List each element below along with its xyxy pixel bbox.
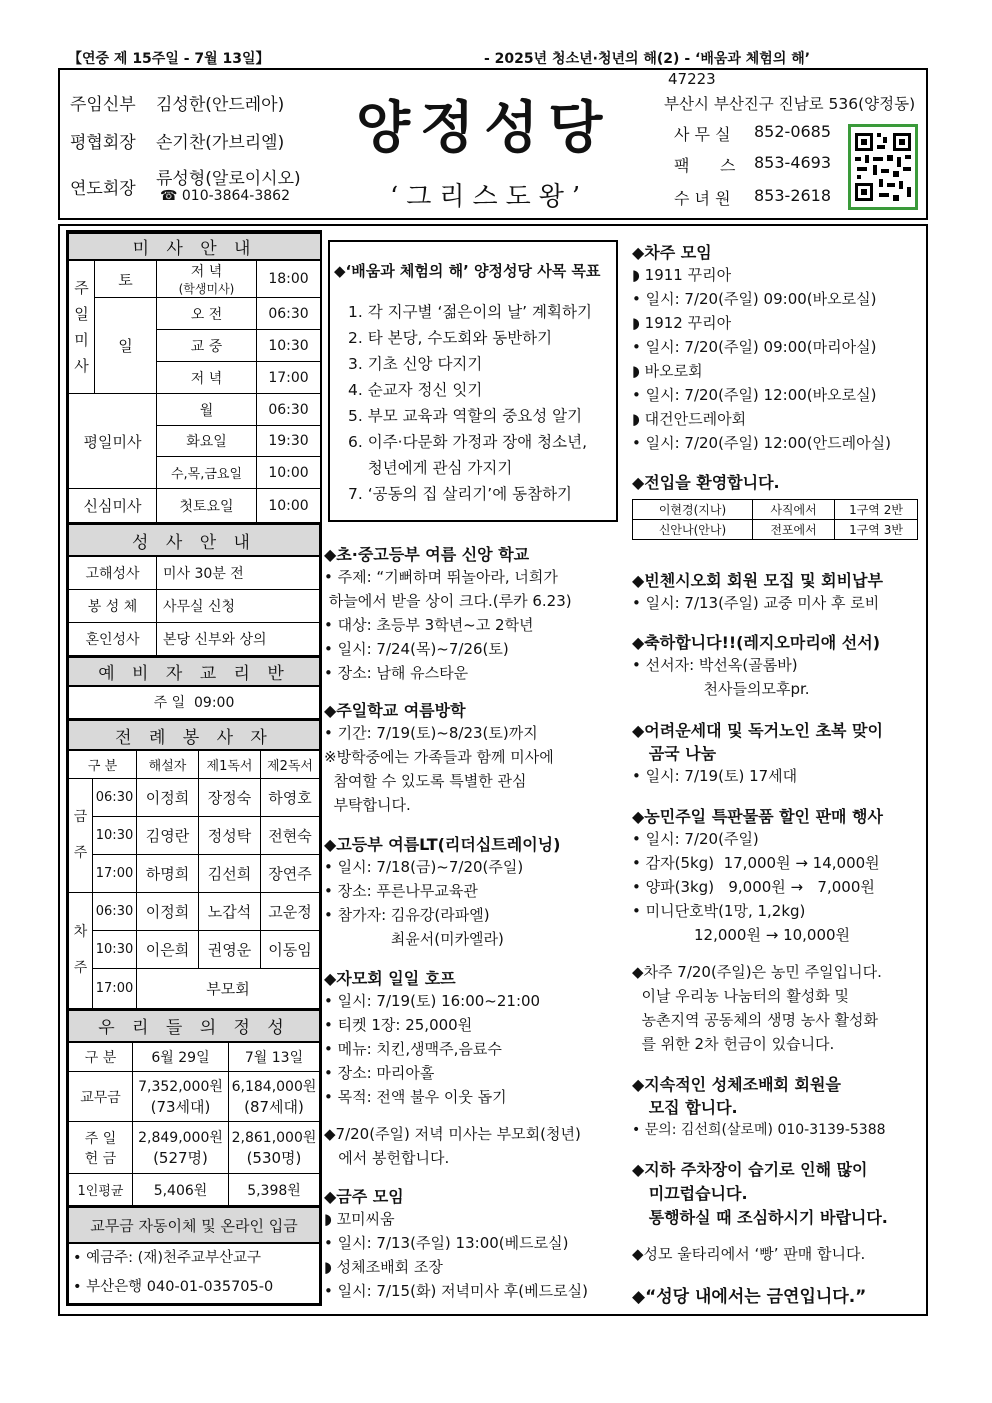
goal-item: 청년에게 관심 가지기 (348, 459, 513, 477)
server-name: 이정희 (137, 778, 199, 816)
next-meet-line: ◗ 바오로회 (632, 362, 703, 380)
offering-value: 2,861,000원 (530명) (229, 1122, 320, 1174)
parking-section (632, 1158, 888, 1230)
devotion-day: 첫토요일 (157, 489, 257, 523)
server-name: 정성탁 (199, 816, 261, 854)
welcome-cell: 이현경(지나) (633, 500, 753, 520)
welcome-cell: 사직에서 (753, 500, 835, 520)
offering-col: 7월 13일 (229, 1042, 320, 1072)
weekday-row-label: 수,목,금요일 (157, 457, 257, 489)
sacrament-value: 본당 신부와 상의 (157, 622, 320, 655)
weekday-row-label: 화요일 (157, 426, 257, 457)
goals-title: ◆‘배움과 체험의 해’ 양정성당 사목 목표 (334, 262, 601, 280)
next-meet-line: • 일시: 7/20(주일) 12:00(안드레아실) (632, 434, 891, 452)
goal-item: 2. 타 본당, 수도회와 동반하기 (348, 329, 553, 347)
pub-line: • 장소: 마리아홀 (324, 1064, 435, 1082)
farm-line: • 양파(3kg) 9,000원 → 7,000원 (632, 878, 875, 896)
bank-account: • 부산은행 040-01-035705-0 (73, 1279, 274, 1296)
adoration-title: ◆지속적인 성체조배회 회원을 (632, 1075, 841, 1094)
fax-phone: 853-4693 (754, 153, 832, 172)
avg-label: 1인평균 (69, 1174, 133, 1206)
server-name: 김선희 (199, 854, 261, 892)
mass-schedule-table (68, 232, 321, 523)
parking-line: ◆지하 주차장이 습기로 인해 많이 (632, 1160, 868, 1179)
pub-title: ◆자모회 일일 호프 (324, 969, 456, 988)
goal-item: 3. 기초 신앙 다지기 (348, 355, 483, 373)
server-name: 이은희 (137, 930, 199, 968)
parents-mass-section (324, 1122, 581, 1170)
bank-table (68, 1206, 320, 1304)
poor-title: ◆어려운세대 및 독거노인 초복 맞이 (632, 721, 883, 740)
weekday-row-time: 06:30 (257, 394, 321, 426)
adoration-title: 모집 합니다. (632, 1098, 738, 1117)
next-week-label: 차 주 (69, 892, 93, 1008)
elder-phone: ☎ 010-3864-3862 (160, 188, 290, 204)
congrats-line: • 선서자: 박선옥(골롬바) (632, 656, 798, 674)
poor-section (632, 718, 883, 788)
server-name: 하명희 (137, 854, 199, 892)
sacrament-table (68, 523, 320, 656)
vacation-section (324, 698, 554, 817)
server-time: 17:00 (93, 968, 137, 1008)
next-meet-title: ◆차주 모임 (632, 243, 712, 262)
catechumen-time: 주 일 09:00 (69, 686, 320, 719)
saturday-time: 18:00 (257, 260, 321, 298)
server-time: 06:30 (93, 892, 137, 930)
vincent-title: ◆빈첸시오회 회원 모집 및 회비납부 (632, 571, 883, 590)
offering-label: 교무금 (69, 1072, 133, 1122)
parking-line: 통행하실 때 조심하시기 바랍니다. (632, 1208, 888, 1227)
server-name: 장연주 (261, 854, 320, 892)
offering-value: 7,352,000원 (73세대) (133, 1072, 229, 1122)
lt-title: ◆고등부 여름LT(리더십트레이닝) (324, 835, 561, 854)
welcome-table (632, 499, 918, 540)
offering-col: 구 분 (69, 1042, 133, 1072)
server-name: 전현숙 (261, 816, 320, 854)
sunday-row-label: 저 녁 (157, 362, 257, 394)
server-time: 10:30 (93, 816, 137, 854)
sacrament-heading: 성 사 안 내 (69, 524, 320, 556)
mass-heading: 미 사 안 내 (69, 233, 321, 260)
lt-section (324, 832, 560, 951)
sunday-row-time: 17:00 (257, 362, 321, 394)
lt-line: 최윤서(미카엘라) (324, 930, 504, 948)
server-time: 06:30 (93, 778, 137, 816)
congrats-line: 천사들의모후pr. (632, 680, 810, 698)
poor-title: 곰국 나눔 (632, 744, 717, 763)
catechumen-heading: 예 비 자 교 리 반 (69, 657, 320, 686)
poor-line: • 일시: 7/19(토) 17세대 (632, 767, 798, 785)
vacation-line: ※방학중에는 가족들과 함께 미사에 (324, 748, 554, 766)
parents-mass-line: 에서 봉헌합니다. (324, 1149, 450, 1167)
server-name: 노갑석 (199, 892, 261, 930)
pub-line: • 일시: 7/19(토) 16:00~21:00 (324, 992, 541, 1010)
sacrament-label: 봉 성 체 (69, 589, 157, 622)
server-name: 김영란 (137, 816, 199, 854)
next-week-meetings (632, 240, 891, 455)
sunday-mass-label: 주 일 미 사 (69, 260, 95, 394)
vincent-line: • 일시: 7/13(주일) 교중 미사 후 로비 (632, 594, 880, 612)
sacrament-value: 미사 30분 전 (157, 556, 320, 589)
devotion-time: 10:00 (257, 489, 321, 523)
devotion-mass-label: 신심미사 (69, 489, 157, 523)
pastor-label: 주임신부 (70, 95, 136, 115)
server-time: 10:30 (93, 930, 137, 968)
server-name: 고운정 (261, 892, 320, 930)
servers-heading: 전 례 봉 사 자 (69, 720, 320, 750)
lt-line: • 참가자: 김유강(라파엘) (324, 906, 490, 924)
pub-line: • 목적: 전액 불우 이웃 돕기 (324, 1088, 507, 1106)
pastor-name: 김성한(안드레아) (156, 95, 285, 115)
server-name: 이동임 (261, 930, 320, 968)
adoration-line: • 문의: 김선희(살로메) 010-3139-5388 (632, 1122, 886, 1138)
goal-item: 5. 부모 교육과 역할의 중요성 알기 (348, 407, 583, 425)
this-week-label: 금 주 (69, 778, 93, 892)
lt-line: • 장소: 푸른나무교육관 (324, 882, 478, 900)
offering-col: 6월 29일 (133, 1042, 229, 1072)
bank-heading: 교무금 자동이체 및 온라인 입금 (69, 1207, 320, 1243)
parents-mass-line: ◆7/20(주일) 저녁 미사는 부모회(청년) (324, 1125, 581, 1143)
weekday-row-label: 월 (157, 394, 257, 426)
vacation-line: 참여할 수 있도록 특별한 관심 (324, 772, 527, 790)
issue-date: 【연중 제 15주일 - 7월 13일】 (68, 51, 270, 67)
farm-title: ◆농민주일 특판물품 할인 판매 행사 (632, 807, 883, 826)
next-meet-line: ◗ 1912 꾸리아 (632, 314, 732, 332)
server-time: 17:00 (93, 854, 137, 892)
next-meet-line: ◗ 1911 꾸리아 (632, 266, 732, 284)
next-meet-line: • 일시: 7/20(주일) 12:00(바오로실) (632, 386, 877, 404)
adoration-section (632, 1072, 886, 1142)
elder-name: 류성형(알로이시오) (156, 169, 301, 189)
convent-label: 수 녀 원 (674, 189, 731, 208)
farm-sunday-section (632, 960, 882, 1056)
weekday-row-time: 10:00 (257, 457, 321, 489)
server-name: 이정희 (137, 892, 199, 930)
qr-code-icon[interactable] (848, 124, 918, 210)
summer-school-line: • 장소: 남해 유스타운 (324, 664, 469, 682)
elder-label: 연도회장 (70, 179, 136, 199)
sunday-row-label: 교 중 (157, 330, 257, 362)
summer-school-line: • 일시: 7/24(목)~7/26(토) (324, 640, 509, 658)
bread-notice: ◆성모 울타리에서 ‘빵’ 판매 합니다. (632, 1245, 866, 1263)
offering-value: 6,184,000원 (87세대) (229, 1072, 320, 1122)
welcome-section (632, 470, 918, 540)
weekday-mass-label: 평일미사 (69, 394, 157, 489)
sunday-row-time: 10:30 (257, 330, 321, 362)
goal-item: 7. ‘공동의 집 살리기’에 동참하기 (348, 485, 573, 503)
farm-line: • 일시: 7/20(주일) (632, 830, 759, 848)
left-column (66, 230, 322, 1306)
pub-section (324, 966, 540, 1109)
page-title: 양정성당 (356, 95, 613, 161)
vacation-line: • 기간: 7/19(토)~8/23(토)까지 (324, 724, 538, 742)
avg-value: 5,406원 (133, 1174, 229, 1206)
servers-table (68, 719, 320, 1009)
year-theme: - 2025년 청소년·청년의 해(2) - ‘배움과 체험의 해’ (484, 51, 811, 67)
offering-value: 2,849,000원 (527명) (133, 1122, 229, 1174)
office-phone: 852-0685 (754, 122, 832, 141)
catechumen-table (68, 656, 320, 720)
lt-line: • 일시: 7/18(금)~7/20(주일) (324, 858, 524, 876)
servers-col: 구 분 (69, 750, 137, 778)
farm-sunday-line: 농촌지역 공동체의 생명 농사 활성화 (632, 1011, 878, 1029)
vacation-line: 부탁합니다. (324, 796, 411, 814)
sunday-row-time: 06:30 (257, 298, 321, 330)
summer-school-title: ◆초·중고등부 여름 신앙 학교 (324, 545, 530, 564)
summer-school-section (324, 542, 572, 685)
next-meet-line: • 일시: 7/20(주일) 09:00(바오로실) (632, 290, 877, 308)
council-name: 손기찬(가브리엘) (156, 133, 285, 153)
this-meet-title: ◆금주 모임 (324, 1187, 404, 1206)
goal-item: 4. 순교자 정신 잇기 (348, 381, 483, 399)
vincent-section (632, 568, 883, 615)
farm-line: • 감자(5kg) 17,000원 → 14,000원 (632, 854, 880, 872)
sunday-row-label: 오 전 (157, 298, 257, 330)
top-line (60, 46, 926, 68)
next-meet-line: ◗ 대건안드레아회 (632, 410, 747, 428)
address: 부산시 부산진구 진남로 536(양정동) (664, 95, 916, 113)
weekday-row-time: 19:30 (257, 426, 321, 457)
welcome-cell: 1구역 3반 (835, 520, 918, 540)
welcome-title: ◆전입을 환영합니다. (632, 473, 780, 492)
farm-sunday-line: ◆차주 7/20(주일)은 농민 주일입니다. (632, 963, 882, 981)
no-smoking-notice: ◆“성당 내에서는 금연입니다.” (632, 1287, 867, 1307)
council-label: 평협회장 (70, 133, 136, 153)
sacrament-value: 사무실 신청 (157, 589, 320, 622)
bank-info (69, 1243, 320, 1303)
summer-school-line: 하늘에서 받을 상이 크다.(루카 6.23) (324, 592, 572, 610)
parking-line: 미끄럽습니다. (632, 1184, 748, 1203)
servers-col: 제1독서 (199, 750, 261, 778)
offering-heading: 우 리 들 의 정 성 (69, 1010, 320, 1042)
pastoral-goals (328, 240, 618, 522)
sacrament-label: 고해성사 (69, 556, 157, 589)
saturday-label: 토 (95, 260, 157, 298)
congrats-section (632, 630, 880, 701)
servers-col: 제2독서 (261, 750, 320, 778)
this-meet-line: ◗ 꼬미씨움 (324, 1210, 395, 1228)
farm-section (632, 804, 883, 947)
this-week-meetings (324, 1184, 588, 1303)
goal-item: 6. 이주·다문화 가정과 장애 청소년, (348, 433, 588, 451)
main-content (58, 224, 928, 1316)
farm-sunday-line: 이날 우리농 나눔터의 활성화 및 (632, 987, 849, 1005)
saturday-evening: 저 녁 (학생미사) (157, 260, 257, 298)
server-name: 장정숙 (199, 778, 261, 816)
summer-school-line: • 대상: 초등부 3학년~고 2학년 (324, 616, 534, 634)
header (58, 68, 928, 220)
fax-label: 팩 스 (674, 156, 736, 175)
office-label: 사 무 실 (674, 125, 731, 144)
vacation-title: ◆주일학교 여름방학 (324, 701, 466, 720)
sunday-label: 일 (95, 298, 157, 394)
welcome-cell: 전포에서 (753, 520, 835, 540)
welcome-cell: 1구역 2반 (835, 500, 918, 520)
server-name: 하영호 (261, 778, 320, 816)
sacrament-label: 혼인성사 (69, 622, 157, 655)
pub-line: • 티켓 1장: 25,000원 (324, 1016, 473, 1034)
this-meet-line: • 일시: 7/13(주일) 13:00(베드로실) (324, 1234, 569, 1252)
server-name: 부모회 (137, 968, 320, 1008)
summer-school-line: • 주제: “기뻐하며 뛰놀아라, 너희가 (324, 568, 558, 586)
farm-line: • 미니단호박(1망, 1,2kg) (632, 902, 806, 920)
zip-code: 47223 (668, 70, 716, 88)
offering-label: 주 일 헌 금 (69, 1122, 133, 1174)
server-name: 권영운 (199, 930, 261, 968)
this-meet-line: ◗ 성체조배회 조장 (324, 1258, 443, 1276)
farm-sunday-line: 를 위한 2차 헌금이 있습니다. (632, 1035, 835, 1053)
motto: ‘그리스도왕’ (390, 182, 589, 212)
pub-line: • 메뉴: 치킨,생맥주,음료수 (324, 1040, 502, 1058)
offering-table (68, 1009, 320, 1207)
next-meet-line: • 일시: 7/20(주일) 09:00(마리아실) (632, 338, 877, 356)
farm-line: 12,000원 → 10,000원 (632, 926, 851, 944)
bank-holder: • 예금주: (재)천주교부산교구 (73, 1250, 262, 1267)
welcome-cell: 신안나(안나) (633, 520, 753, 540)
servers-col: 해설자 (137, 750, 199, 778)
avg-value: 5,398원 (229, 1174, 320, 1206)
convent-phone: 853-2618 (754, 186, 832, 205)
congrats-title: ◆축하합니다!!(레지오마리애 선서) (632, 633, 881, 652)
this-meet-line: • 일시: 7/15(화) 저녁미사 후(베드로실) (324, 1282, 588, 1300)
goal-item: 1. 각 지구별 ‘젊은이의 날’ 계획하기 (348, 303, 592, 321)
